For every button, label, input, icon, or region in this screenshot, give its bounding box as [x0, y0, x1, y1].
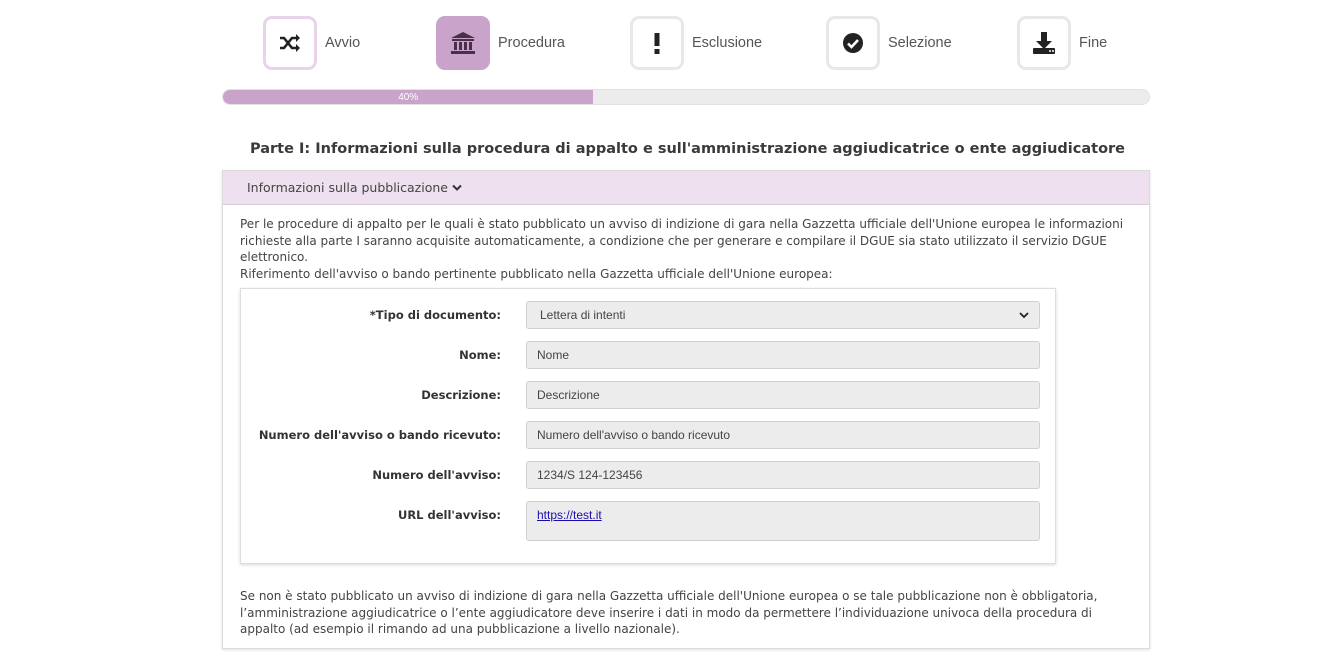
step-fine[interactable]	[1017, 16, 1107, 70]
row-numero-bando	[241, 421, 1055, 449]
chevron-down-icon	[1019, 308, 1029, 322]
row-tipo-documento	[241, 301, 1055, 329]
intro-paragraph: Per le procedure di appalto per le quali è stato pubblicato un avviso di indizione di gara nella Gazzetta ufficiale dell'Unione europea le informazioni richieste alla parte I saranno acquisite automaticamente, a condizione che per generare e compilare il DGUE sia stato utilizzato il servizio DGUE elettronico.	[240, 217, 1124, 264]
step-fine-box[interactable]	[1017, 16, 1071, 70]
url-avviso-link[interactable]: https://test.it	[537, 508, 602, 522]
progress-bar	[222, 89, 1150, 105]
numero-avviso-value: 1234/S 124-123456	[537, 468, 643, 482]
bank-icon	[450, 31, 476, 55]
step-avvio-label: Avvio	[325, 35, 361, 51]
progress-stepper	[0, 16, 1320, 70]
panel-header-toggle[interactable]	[223, 171, 1149, 205]
row-url-avviso	[241, 501, 1055, 529]
chevron-down-icon	[452, 180, 462, 195]
nome-input[interactable]	[526, 341, 1040, 369]
progress-label: 40%	[398, 91, 419, 103]
row-nome	[241, 341, 1055, 369]
shuffle-icon	[278, 33, 302, 53]
notice-form	[240, 288, 1056, 564]
row-numero-avviso	[241, 461, 1055, 489]
step-avvio[interactable]	[263, 16, 360, 70]
step-esclusione-box[interactable]	[630, 16, 684, 70]
page-title: Parte I: Informazioni sulla procedura di appalto e sull'amministrazione aggiudicatrice o ente aggiudicatore	[250, 141, 1126, 157]
url-avviso-label: URL dell'avviso:	[397, 508, 501, 522]
step-procedura-box[interactable]	[436, 16, 490, 70]
step-esclusione-label: Esclusione	[692, 35, 763, 51]
descrizione-input[interactable]	[526, 381, 1040, 409]
tipo-documento-label: *Tipo di documento:	[369, 308, 501, 322]
publication-panel	[222, 170, 1150, 649]
row-descrizione	[241, 381, 1055, 409]
panel-intro	[240, 216, 1140, 282]
numero-avviso-input[interactable]	[526, 461, 1040, 489]
tipo-documento-select[interactable]	[526, 301, 1040, 329]
exclamation-icon	[652, 32, 662, 54]
panel-header-label: Informazioni sulla pubblicazione	[247, 180, 448, 195]
tipo-documento-value: Lettera di intenti	[540, 308, 626, 322]
numero-bando-input[interactable]	[526, 421, 1040, 449]
step-procedura[interactable]	[436, 16, 565, 70]
numero-avviso-label: Numero dell'avviso:	[372, 468, 501, 482]
numero-bando-label: Numero dell'avviso o bando ricevuto:	[258, 428, 501, 442]
step-selezione[interactable]	[826, 16, 952, 70]
download-icon	[1032, 31, 1056, 55]
url-avviso-field[interactable]	[526, 501, 1040, 541]
step-esclusione[interactable]	[630, 16, 762, 70]
step-selezione-box[interactable]	[826, 16, 880, 70]
panel-outro: Se non è stato pubblicato un avviso di indizione di gara nella Gazzetta ufficiale dell'Unione europea o se tale pubblicazione non è obbligatoria, l’amministrazione aggiudicatrice o l’ente aggiudicatore deve inserire i dati in modo da permettere l’individuazione univoca della procedura di appalto (ad esempio il rimando ad una pubblicazione a livello nazionale).	[240, 589, 1098, 636]
step-procedura-label: Procedura	[498, 35, 565, 51]
step-fine-label: Fine	[1079, 35, 1108, 51]
nome-label: Nome:	[459, 348, 501, 362]
intro-reference: Riferimento dell'avviso o bando pertinente pubblicato nella Gazzetta ufficiale dell'Unione europea:	[240, 266, 833, 281]
descrizione-label: Descrizione:	[421, 388, 501, 402]
nome-placeholder: Nome	[537, 348, 570, 362]
progress-bar-fill	[223, 90, 593, 104]
step-avvio-box[interactable]	[263, 16, 317, 70]
numero-bando-placeholder: Numero dell'avviso o bando ricevuto	[537, 428, 731, 442]
step-selezione-label: Selezione	[888, 35, 952, 51]
check-circle-icon	[842, 32, 864, 54]
descrizione-placeholder: Descrizione	[537, 388, 600, 402]
